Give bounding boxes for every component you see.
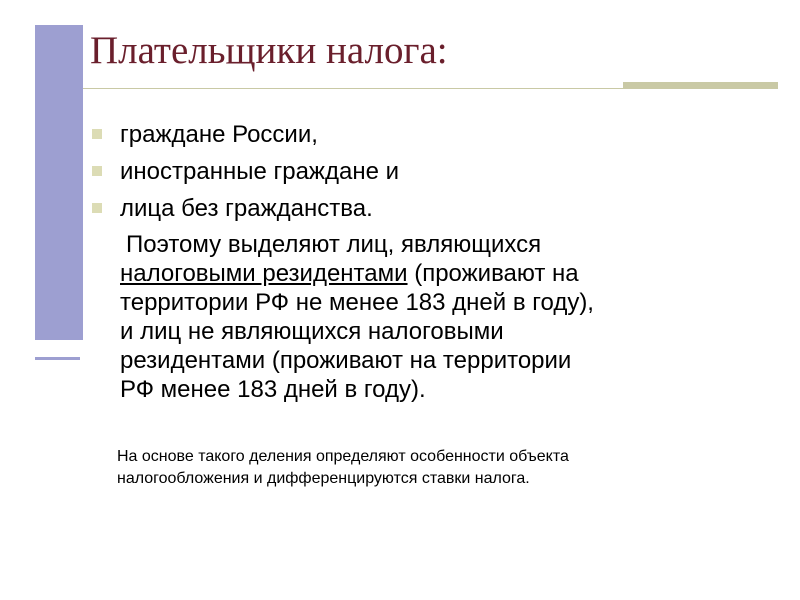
bullet-item [90, 153, 399, 190]
title-rule-thick [623, 82, 778, 89]
bullet-list [90, 116, 399, 227]
bullet-text: граждане России, [120, 121, 318, 148]
footnote-text [117, 446, 777, 490]
accent-bar [35, 25, 83, 340]
note-line: На основе такого деления определяют особенности объекта [117, 448, 569, 465]
bullet-item [90, 116, 399, 153]
square-bullet-icon [92, 203, 102, 213]
paragraph-line: Поэтому выделяют лиц, являющихся [126, 231, 542, 258]
paragraph-line: резидентами (проживают на территории [120, 347, 572, 374]
bullet-text: лица без гражданства. [120, 195, 373, 222]
slide-title: Плательщики налога: [90, 29, 448, 72]
square-bullet-icon [92, 166, 102, 176]
note-line: налогообложения и дифференцируются ставки налога. [117, 470, 530, 487]
title-rule [83, 88, 623, 89]
paragraph-line: и лиц не являющихся налоговыми [120, 318, 504, 345]
square-bullet-icon [92, 129, 102, 139]
paragraph-line: территории РФ не менее 183 дней в году), [120, 289, 594, 316]
accent-short-line [35, 357, 80, 360]
bullet-item [90, 190, 399, 227]
paragraph-fragment: (проживают на [407, 260, 579, 287]
bullet-text: иностранные граждане и [120, 158, 399, 185]
tax-residents-term: налоговыми резидентами [120, 260, 408, 287]
residents-paragraph [120, 230, 760, 404]
paragraph-line: РФ менее 183 дней в году). [120, 376, 426, 403]
paragraph-line [120, 259, 760, 288]
